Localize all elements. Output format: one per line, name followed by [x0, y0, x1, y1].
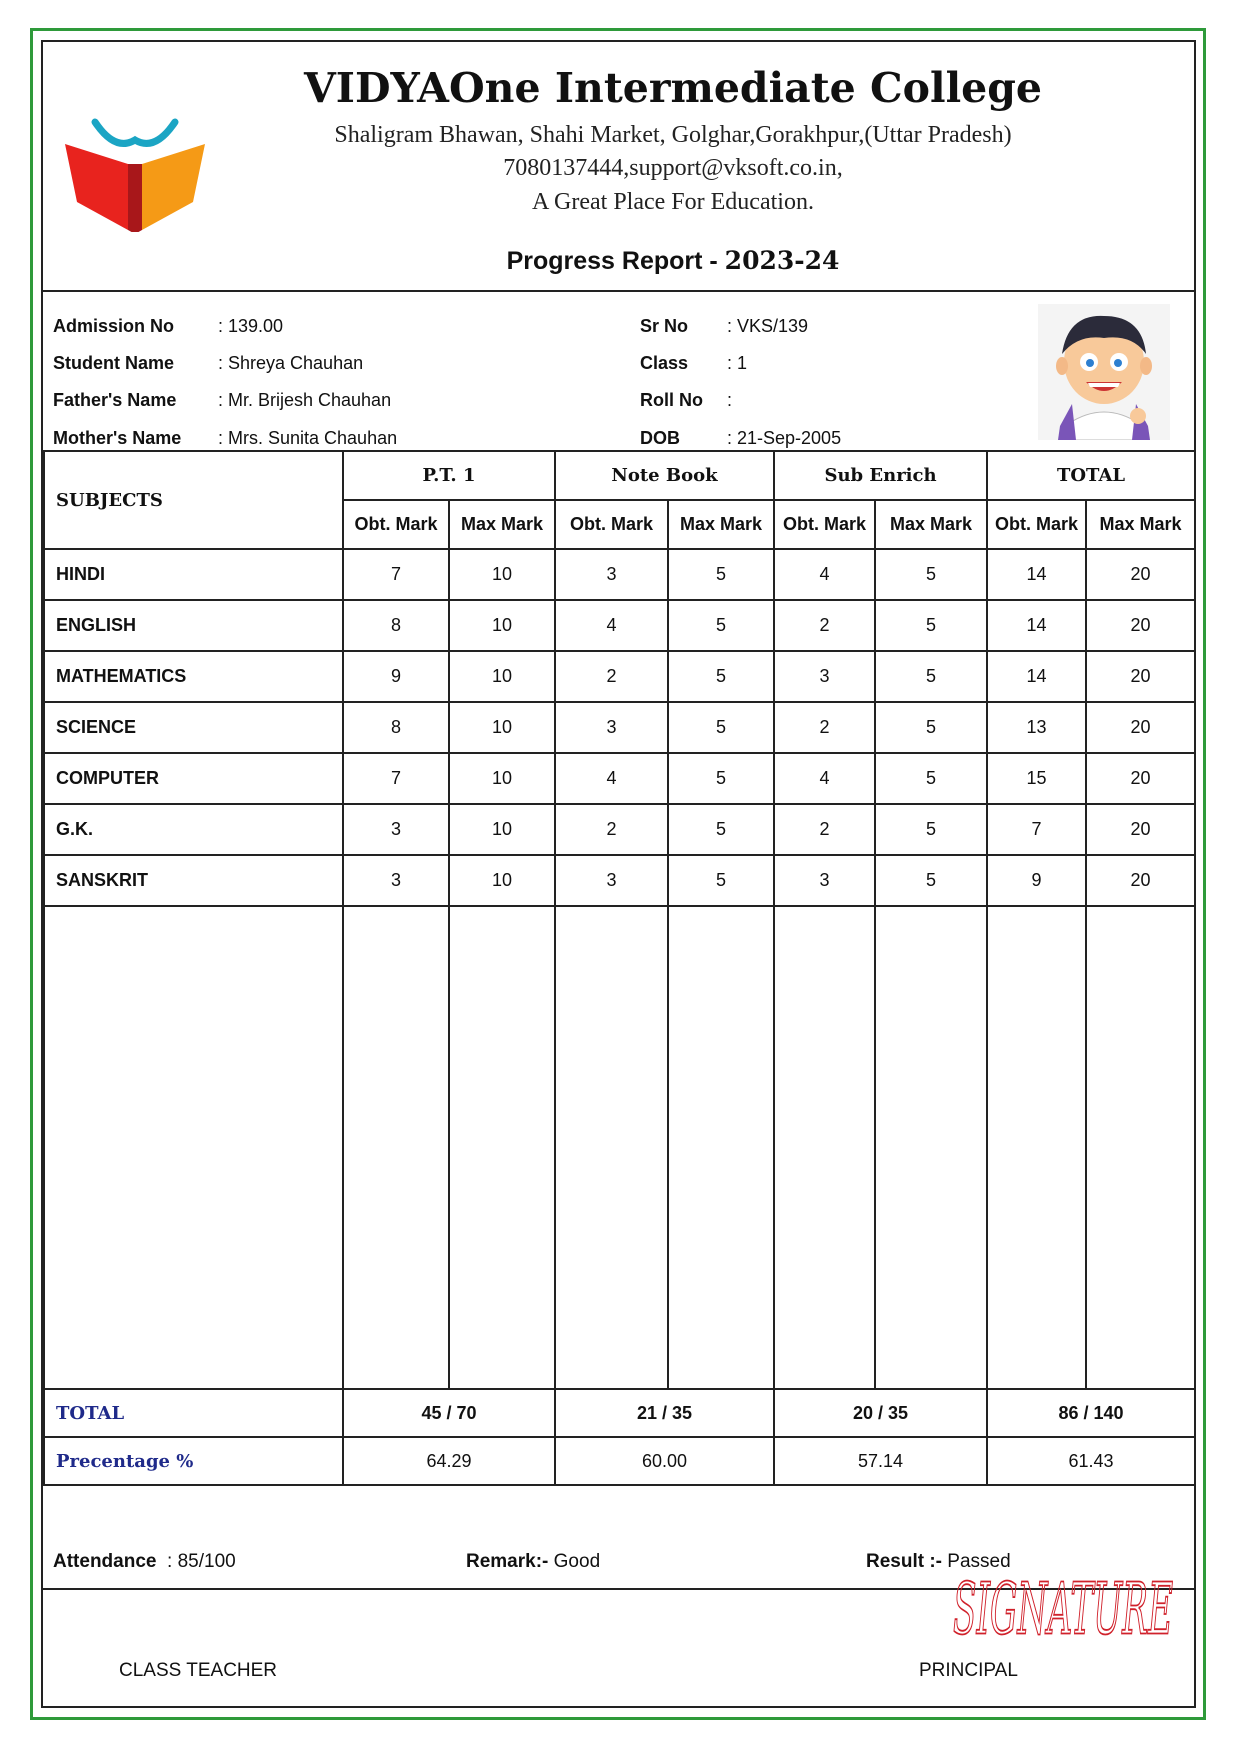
obt-mark-cell: 7 — [343, 549, 449, 600]
principal-label: PRINCIPAL — [919, 1660, 1018, 1681]
empty-cell — [1086, 906, 1195, 1389]
percentage-total: 61.43 — [987, 1437, 1195, 1485]
empty-cell — [668, 906, 774, 1389]
group-header-total: TOTAL — [987, 451, 1195, 500]
subject-name: SANSKRIT — [44, 855, 343, 906]
max-mark-header: Max Mark — [1086, 500, 1195, 549]
empty-cell — [44, 906, 343, 1389]
mother-name-value: : Mrs. Sunita Chauhan — [218, 428, 398, 448]
report-title-text: Progress Report - — [506, 247, 725, 275]
table-row — [44, 651, 1195, 702]
obt-mark-header: Obt. Mark — [774, 500, 875, 549]
max-mark-cell: 5 — [668, 549, 774, 600]
subjects-header: SUBJECTS — [44, 451, 343, 549]
percentage-row — [44, 1437, 1195, 1485]
total-subenrich: 20 / 35 — [774, 1389, 987, 1437]
max-mark-cell: 5 — [668, 855, 774, 906]
report-session: 2023-24 — [724, 246, 840, 275]
remark-value: Good — [553, 1551, 601, 1572]
student-name-value: : Shreya Chauhan — [218, 353, 364, 373]
max-mark-cell: 5 — [668, 702, 774, 753]
obt-mark-cell: 13 — [987, 702, 1086, 753]
max-mark-cell: 10 — [449, 855, 555, 906]
father-name-label: Father's Name — [53, 390, 177, 410]
max-mark-header: Max Mark — [875, 500, 987, 549]
max-mark-cell: 20 — [1086, 804, 1195, 855]
obt-mark-cell: 4 — [774, 753, 875, 804]
obt-mark-cell: 7 — [343, 753, 449, 804]
obt-mark-header: Obt. Mark — [987, 500, 1086, 549]
max-mark-cell: 20 — [1086, 855, 1195, 906]
admission-no-label: Admission No — [53, 316, 175, 336]
result-label: Result :- — [866, 1551, 942, 1572]
obt-mark-cell: 3 — [555, 702, 668, 753]
college-contact: 7080137444,support@vksoft.co.in, — [503, 155, 843, 181]
mother-name-label: Mother's Name — [53, 428, 182, 448]
signature-text: SIGNATURE — [953, 1567, 1173, 1651]
percentage-label: Precentage % — [44, 1437, 343, 1485]
dob-label: DOB — [640, 428, 680, 448]
obt-mark-cell: 3 — [555, 549, 668, 600]
book-logo-icon — [65, 102, 205, 232]
class-teacher-label: CLASS TEACHER — [119, 1660, 278, 1681]
max-mark-cell: 5 — [875, 651, 987, 702]
obt-mark-cell: 2 — [774, 702, 875, 753]
max-mark-cell: 10 — [449, 804, 555, 855]
total-label: TOTAL — [44, 1389, 343, 1437]
group-header-notebook: Note Book — [555, 451, 774, 500]
sr-no-label: Sr No — [640, 316, 689, 336]
obt-mark-cell: 4 — [774, 549, 875, 600]
admission-no-value: : 139.00 — [218, 316, 284, 336]
max-mark-cell: 10 — [449, 549, 555, 600]
roll-no-value: : — [727, 390, 733, 410]
report-title — [263, 246, 1083, 276]
subject-name: HINDI — [44, 549, 343, 600]
empty-rows-area — [44, 906, 1195, 1389]
college-address: Shaligram Bhawan, Shahi Market, Golghar,Gorakhpur,(Uttar Pradesh) — [334, 122, 1012, 148]
percentage-notebook: 60.00 — [555, 1437, 774, 1485]
subject-name: MATHEMATICS — [44, 651, 343, 702]
max-mark-cell: 5 — [668, 600, 774, 651]
obt-mark-header: Obt. Mark — [555, 500, 668, 549]
attendance-value: : 85/100 — [167, 1551, 236, 1572]
total-grand: 86 / 140 — [987, 1389, 1195, 1437]
obt-mark-cell: 3 — [343, 804, 449, 855]
obt-mark-cell: 8 — [343, 600, 449, 651]
principal-signature — [948, 1562, 1178, 1652]
max-mark-cell: 20 — [1086, 651, 1195, 702]
subject-name: ENGLISH — [44, 600, 343, 651]
obt-mark-cell: 15 — [987, 753, 1086, 804]
attendance — [53, 1551, 236, 1573]
obt-mark-header: Obt. Mark — [343, 500, 449, 549]
max-mark-cell: 10 — [449, 702, 555, 753]
max-mark-cell: 10 — [449, 753, 555, 804]
max-mark-cell: 20 — [1086, 702, 1195, 753]
table-row — [44, 804, 1195, 855]
table-row — [44, 753, 1195, 804]
max-mark-cell: 5 — [875, 753, 987, 804]
dob-value: : 21-Sep-2005 — [727, 428, 842, 448]
college-tagline: A Great Place For Education. — [532, 189, 814, 215]
group-header-pt1: P.T. 1 — [343, 451, 555, 500]
group-header-subenrich: Sub Enrich — [774, 451, 987, 500]
obt-mark-cell: 9 — [987, 855, 1086, 906]
max-mark-cell: 5 — [668, 804, 774, 855]
marks-body — [44, 549, 1195, 906]
total-row — [44, 1389, 1195, 1437]
father-name-value: : Mr. Brijesh Chauhan — [218, 390, 392, 410]
max-mark-cell: 10 — [449, 600, 555, 651]
empty-cell — [555, 906, 668, 1389]
obt-mark-cell: 2 — [555, 651, 668, 702]
total-pt1: 45 / 70 — [343, 1389, 555, 1437]
max-mark-cell: 10 — [449, 651, 555, 702]
roll-no-label: Roll No — [640, 390, 703, 410]
total-notebook: 21 / 35 — [555, 1389, 774, 1437]
obt-mark-cell: 7 — [987, 804, 1086, 855]
max-mark-cell: 5 — [668, 651, 774, 702]
obt-mark-cell: 4 — [555, 600, 668, 651]
empty-cell — [875, 906, 987, 1389]
marks-table — [43, 450, 1196, 1486]
obt-mark-cell: 3 — [343, 855, 449, 906]
obt-mark-cell: 14 — [987, 651, 1086, 702]
table-row — [44, 855, 1195, 906]
max-mark-cell: 20 — [1086, 600, 1195, 651]
sr-no-value: : VKS/139 — [727, 316, 809, 336]
obt-mark-cell: 3 — [774, 651, 875, 702]
class-value: : 1 — [727, 353, 748, 373]
max-mark-cell: 5 — [875, 549, 987, 600]
obt-mark-cell: 8 — [343, 702, 449, 753]
class-label: Class — [640, 353, 689, 373]
obt-mark-cell: 9 — [343, 651, 449, 702]
max-mark-cell: 20 — [1086, 753, 1195, 804]
table-row — [44, 702, 1195, 753]
obt-mark-cell: 2 — [774, 804, 875, 855]
student-info — [43, 292, 1194, 452]
empty-cell — [987, 906, 1086, 1389]
remark-label: Remark:- — [466, 1551, 549, 1572]
subject-name: G.K. — [44, 804, 343, 855]
obt-mark-cell: 14 — [987, 600, 1086, 651]
student-photo — [1038, 304, 1170, 440]
obt-mark-cell: 3 — [555, 855, 668, 906]
student-name-label: Student Name — [53, 353, 175, 373]
college-name: VIDYAOne Intermediate College — [303, 64, 1043, 112]
report-header — [43, 42, 1194, 292]
table-row — [44, 600, 1195, 651]
max-mark-cell: 5 — [668, 753, 774, 804]
empty-cell — [343, 906, 449, 1389]
subject-name: SCIENCE — [44, 702, 343, 753]
report-card — [41, 40, 1196, 1708]
max-mark-header: Max Mark — [668, 500, 774, 549]
attendance-label: Attendance — [53, 1551, 157, 1572]
result-value: Passed — [947, 1551, 1011, 1572]
max-mark-cell: 5 — [875, 600, 987, 651]
obt-mark-cell: 2 — [774, 600, 875, 651]
obt-mark-cell: 4 — [555, 753, 668, 804]
subject-name: COMPUTER — [44, 753, 343, 804]
percentage-pt1: 64.29 — [343, 1437, 555, 1485]
max-mark-cell: 5 — [875, 804, 987, 855]
obt-mark-cell: 2 — [555, 804, 668, 855]
max-mark-cell: 5 — [875, 855, 987, 906]
obt-mark-cell: 14 — [987, 549, 1086, 600]
percentage-subenrich: 57.14 — [774, 1437, 987, 1485]
max-mark-header: Max Mark — [449, 500, 555, 549]
max-mark-cell: 5 — [875, 702, 987, 753]
empty-cell — [774, 906, 875, 1389]
max-mark-cell: 20 — [1086, 549, 1195, 600]
remark — [466, 1551, 600, 1573]
table-row — [44, 549, 1195, 600]
obt-mark-cell: 3 — [774, 855, 875, 906]
empty-cell — [449, 906, 555, 1389]
